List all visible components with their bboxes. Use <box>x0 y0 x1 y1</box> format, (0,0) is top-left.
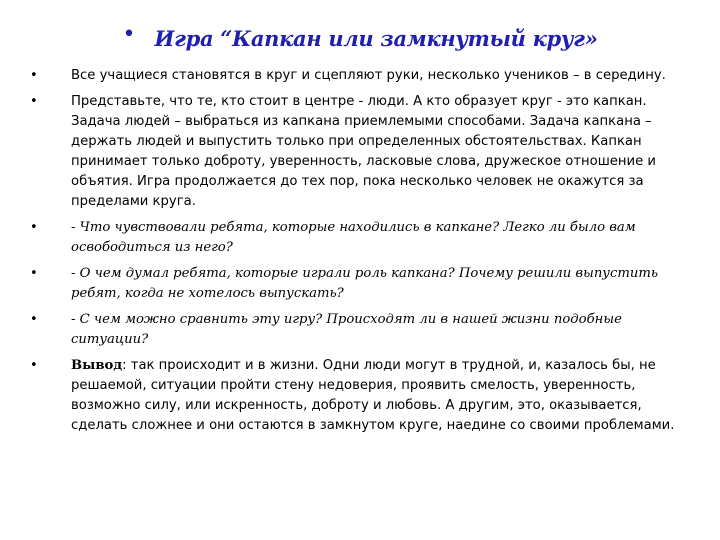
bullet-icon: • <box>30 312 38 327</box>
list-item <box>30 66 680 86</box>
conclusion-text: : так происходит и в жизни. Одни люди могут в трудной, и, казалось бы, не решаемой, ситуации пройти стену недоверия, проявить смелость, уверенность, возможно силу, или искренность, доброту и любовь. А другим, это, оказывается, сделать сложнее и они остаются в замкнутом круге, наедине со своими проблемами. <box>71 358 675 433</box>
bullet-icon: • <box>30 68 38 83</box>
slide-title-row <box>0 22 720 51</box>
list-item <box>30 92 680 212</box>
list-item-text <box>71 358 674 433</box>
bullet-list <box>30 66 680 442</box>
bullet-icon: • <box>30 358 38 373</box>
list-item-question <box>30 264 680 304</box>
list-item-text: - О чем думал ребята, которые играли роль капкана? Почему решили выпустить ребят, когда не хотелось выпускать? <box>71 266 659 301</box>
list-item-text: Все учащиеся становятся в круг и сцепляют руки, несколько учеников – в середину. <box>71 68 666 83</box>
list-item-text: Представьте, что те, кто стоит в центре - люди. А кто образует круг - это капкан. Задача людей – выбраться из капкана приемлемыми способами. Задача капкана – держать людей и выпустить только при определенных обстоятельствах. Капкан принимает только доброту, уверенность, ласковые слова, дружеское отношение и объятия. Игра продолжается до тех пор, пока несколько человек не окажутся за пределами круга. <box>71 94 656 209</box>
list-item-conclusion <box>30 356 680 436</box>
bullet-icon: • <box>30 266 38 281</box>
bullet-icon: • <box>30 220 38 235</box>
list-item-text: - С чем можно сравнить эту игру? Происходят ли в нашей жизни подобные ситуации? <box>71 312 622 347</box>
list-item-question <box>30 218 680 258</box>
conclusion-label: Вывод <box>71 358 123 373</box>
list-item-question <box>30 310 680 350</box>
title-bullet: • <box>122 22 136 47</box>
bullet-icon: • <box>30 94 38 109</box>
list-item-text: - Что чувствовали ребята, которые находились в капкане? Легко ли было вам освободиться из него? <box>71 220 636 255</box>
slide-title: Игра “Капкан или замкнутый круг» <box>154 26 598 51</box>
